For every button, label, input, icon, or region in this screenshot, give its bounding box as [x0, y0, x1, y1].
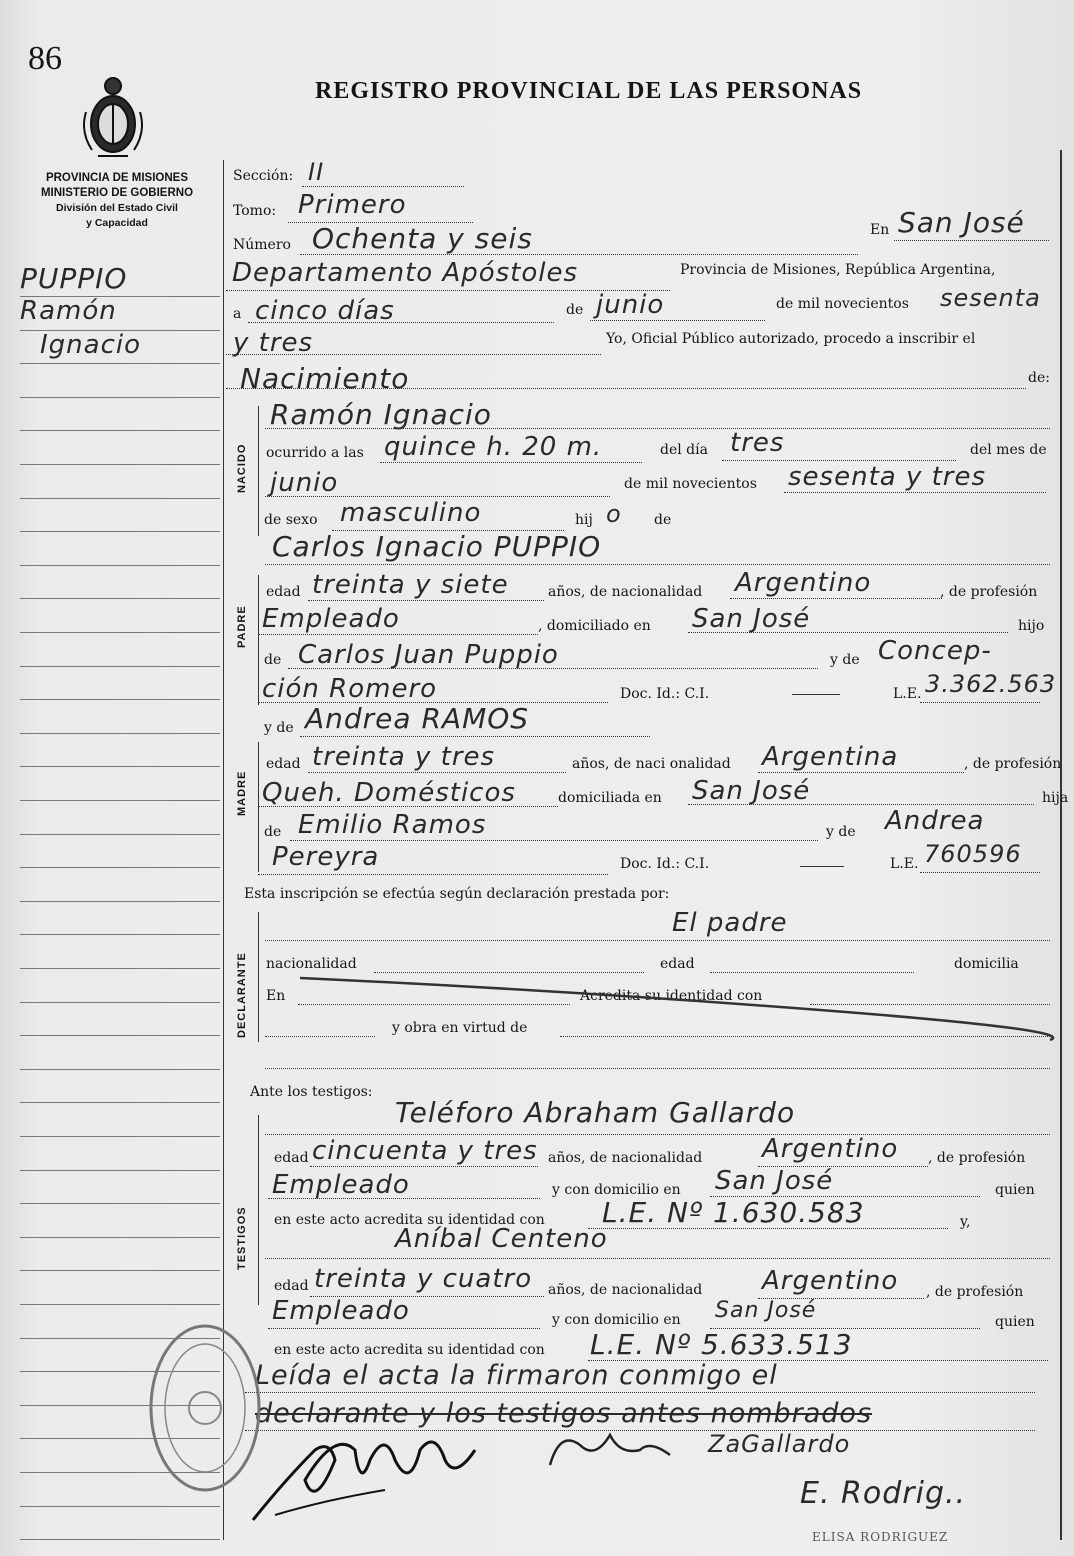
- testigo1-label-quien: quien: [995, 1182, 1035, 1198]
- label-declarante: DECLARANTE: [236, 952, 248, 1038]
- testigo2-label-acredita: en este acto acredita su identidad con: [274, 1342, 545, 1358]
- margin-rule: [20, 1304, 220, 1305]
- label-ocurrido: ocurrido a las: [266, 445, 364, 461]
- padre-madre-1: Concep-: [878, 636, 992, 666]
- testigo2-nacionalidad: Argentino: [762, 1266, 899, 1296]
- value-lugar: San José: [898, 206, 1025, 239]
- margin-given-name-2: Ignacio: [40, 330, 142, 360]
- testigo1-label-edad: edad: [274, 1150, 309, 1166]
- margin-rule: [20, 1069, 220, 1070]
- margin-rule: [20, 800, 220, 801]
- margin-rule: [20, 430, 220, 431]
- margin-rule: [20, 666, 220, 667]
- margin-rule: [20, 296, 220, 297]
- witness-signature-icon: [540, 1420, 680, 1480]
- label-de-mil: de mil novecientos: [776, 296, 909, 312]
- label-en: En: [870, 222, 890, 238]
- padre-label-profesion: , de profesión: [940, 584, 1038, 600]
- closing-line-2: declarante y los testigos antes nombrados: [255, 1398, 873, 1429]
- madre-label-hija: hija: [1042, 790, 1069, 806]
- margin-rule: [20, 834, 220, 835]
- label-numero: Número: [233, 237, 291, 253]
- label-de-sexo: de sexo: [264, 512, 318, 528]
- testigo1-label-nac: años, de nacionalidad: [548, 1150, 703, 1166]
- testigo1-label-y: y,: [960, 1214, 971, 1230]
- value-nombre: Ramón Ignacio: [270, 398, 492, 431]
- margin-rule: [20, 1136, 220, 1137]
- testigo2-label-edad: edad: [274, 1278, 309, 1294]
- madre-le: 760596: [924, 840, 1022, 868]
- padre-label-de: de: [264, 652, 282, 668]
- margin-rule: [20, 498, 220, 499]
- margin-given-name-1: Ramón: [20, 296, 117, 326]
- margin-rule: [20, 464, 220, 465]
- office-line-1: PROVINCIA DE MISIONES: [45, 172, 189, 184]
- padre-domicilio: San José: [692, 604, 811, 634]
- label-provincia: Provincia de Misiones, República Argentina,: [680, 262, 996, 278]
- value-dia: cinco días: [255, 296, 395, 326]
- madre-madre-2: Pereyra: [272, 842, 380, 872]
- label-tomo: Tomo:: [233, 203, 277, 219]
- margin-rule: [20, 598, 220, 599]
- value-anio-nac: sesenta y tres: [788, 462, 987, 492]
- testigo2-edad: treinta y cuatro: [314, 1264, 533, 1294]
- testigo1-label-domicilio: y con domicilio en: [552, 1182, 681, 1198]
- official-signature-text: E. Rodrig..: [800, 1476, 967, 1511]
- madre-label-y-de: y de: [264, 720, 294, 736]
- office-line-4: y Capacidad: [86, 217, 148, 229]
- value-sexo: masculino: [340, 498, 482, 528]
- margin-rule: [20, 1203, 220, 1204]
- office-line-3: División del Estado Civil: [56, 202, 178, 214]
- testigo1-nacionalidad: Argentino: [762, 1134, 899, 1164]
- cancel-stroke: [260, 970, 1060, 1050]
- madre-edad: treinta y tres: [312, 742, 496, 772]
- padre-edad: treinta y siete: [312, 570, 509, 600]
- madre-profesion: Queh. Domésticos: [262, 778, 516, 808]
- witness-signature-text: ZaGallardo: [708, 1430, 851, 1458]
- value-tomo: Primero: [298, 190, 407, 220]
- label-de-hij: de: [654, 512, 672, 528]
- label-padre: PADRE: [236, 605, 248, 648]
- madre-label-nac: años, de naci onalidad: [572, 756, 731, 772]
- value-hora: quince h. 20 m.: [384, 432, 603, 462]
- padre-profesion: Empleado: [262, 604, 400, 634]
- margin-rule: [20, 766, 220, 767]
- right-border: [1060, 150, 1062, 1540]
- label-del-dia: del día: [660, 442, 708, 458]
- label-inscripcion: Esta inscripción se efectúa según declaración prestada por:: [244, 886, 670, 902]
- margin-surname: PUPPIO: [20, 262, 128, 295]
- value-seccion: II: [308, 158, 325, 186]
- padre-nacionalidad: Argentino: [735, 568, 872, 598]
- madre-label-profesion: , de profesión: [964, 756, 1062, 772]
- value-mes: junio: [596, 290, 665, 320]
- margin-rule: [20, 531, 220, 532]
- padre-label-y-de: y de: [830, 652, 860, 668]
- madre-madre-1: Andrea: [885, 806, 985, 836]
- padre-label-le: L.E.: [893, 686, 922, 702]
- label-domicilia: domicilia: [954, 956, 1019, 972]
- coat-of-arms-icon: [78, 72, 148, 162]
- label-acredita: Acredita su identidad con: [580, 988, 763, 1004]
- label-yo: Yo, Oficial Público autorizado, procedo a inscribir el: [606, 331, 976, 347]
- madre-label-y-de: y de: [826, 824, 856, 840]
- label-testigos: TESTIGOS: [236, 1206, 248, 1270]
- label-a: a: [233, 306, 242, 322]
- testigos-border: [258, 1115, 259, 1305]
- padre-label-edad: edad: [266, 584, 301, 600]
- margin-rule: [20, 1035, 220, 1036]
- testigo2-domicilio: San José: [715, 1298, 817, 1323]
- value-anio-2: y tres: [233, 328, 314, 358]
- label-seccion: Sección:: [233, 168, 294, 184]
- madre-label-edad: edad: [266, 756, 301, 772]
- official-name-stamp: ELISA RODRIGUEZ: [812, 1530, 949, 1544]
- value-declarante: El padre: [672, 908, 788, 938]
- label-hij: hij: [575, 512, 593, 528]
- madre-domicilio: San José: [692, 776, 811, 806]
- testigo1-domicilio: San José: [715, 1166, 834, 1196]
- margin-rule: [20, 1102, 220, 1103]
- value-mes-nac: junio: [270, 468, 339, 498]
- office-line-2: MINISTERIO DE GOBIERNO: [40, 187, 194, 199]
- margin-rule: [20, 733, 220, 734]
- padre-label-doc: Doc. Id.: C.I.: [620, 686, 710, 702]
- document-title: REGISTRO PROVINCIAL DE LAS PERSONAS: [315, 78, 863, 104]
- closing-line-1: Leída el acta la firmaron conmigo el: [255, 1360, 778, 1391]
- testigo2-label-nac: años, de nacionalidad: [548, 1282, 703, 1298]
- value-departamento: Departamento Apóstoles: [232, 258, 579, 288]
- padre-label-hijo: hijo: [1018, 618, 1045, 634]
- page-number: 86: [28, 40, 62, 77]
- madre-label-le: L.E.: [890, 856, 919, 872]
- value-acto: Nacimiento: [240, 362, 410, 395]
- padre-label-domicilio: , domiciliado en: [538, 618, 651, 634]
- margin-rule: [20, 699, 220, 700]
- testigo1-nombre: Teléforo Abraham Gallardo: [395, 1096, 796, 1129]
- testigo2-label-domicilio: y con domicilio en: [552, 1312, 681, 1328]
- madre-border: [258, 742, 259, 872]
- padre-madre-2: ción Romero: [262, 674, 438, 704]
- testigo1-label-profesion: , de profesión: [928, 1150, 1026, 1166]
- margin-rule: [20, 397, 220, 398]
- padre-border: [258, 575, 259, 705]
- madre-label-de: de: [264, 824, 282, 840]
- label-del-mes: del mes de: [970, 442, 1047, 458]
- margin-rule: [20, 632, 220, 633]
- padre-nombre: Carlos Ignacio PUPPIO: [272, 530, 602, 563]
- testigo1-label-acredita: en este acto acredita su identidad con: [274, 1212, 545, 1228]
- testigo1-profesion: Empleado: [272, 1170, 410, 1200]
- testigo2-label-quien: quien: [995, 1314, 1035, 1330]
- padre-padre: Carlos Juan Puppio: [298, 640, 559, 670]
- margin-rule: [20, 1270, 220, 1271]
- testigo2-label-profesion: , de profesión: [926, 1284, 1024, 1300]
- margin-rule: [20, 934, 220, 935]
- declarant-signature-icon: [245, 1420, 485, 1530]
- padre-le: 3.362.563: [925, 670, 1057, 698]
- margin-rule: [20, 1170, 220, 1171]
- madre-padre: Emilio Ramos: [298, 810, 487, 840]
- testigo2-nombre: Aníbal Centeno: [395, 1224, 608, 1254]
- value-hij-suffix: o: [606, 500, 622, 528]
- testigo2-documento: L.E. Nº 5.633.513: [590, 1328, 853, 1361]
- madre-nombre: Andrea RAMOS: [305, 702, 530, 735]
- label-de-colon: de:: [1028, 370, 1050, 386]
- madre-nacionalidad: Argentina: [762, 742, 899, 772]
- value-anio-1: sesenta: [940, 284, 1041, 312]
- margin-rule: [20, 1506, 220, 1507]
- margin-rule: [20, 968, 220, 969]
- nacido-border: [258, 406, 259, 536]
- label-de-mil-nov: de mil novecientos: [624, 476, 757, 492]
- margin-rule: [20, 867, 220, 868]
- madre-label-doc: Doc. Id.: C.I.: [620, 856, 710, 872]
- testigo1-documento: L.E. Nº 1.630.583: [602, 1196, 865, 1229]
- label-nacido: NACIDO: [236, 443, 248, 493]
- label-en-declarante: En: [266, 988, 286, 1004]
- label-madre: MADRE: [236, 770, 248, 816]
- label-obra: y obra en virtud de: [392, 1020, 528, 1036]
- declarante-border: [258, 912, 259, 1042]
- margin-rule: [20, 565, 220, 566]
- office-block: [18, 172, 216, 229]
- value-numero: Ochenta y seis: [312, 222, 533, 255]
- label-de: de: [566, 302, 584, 318]
- margin-rule: [20, 363, 220, 364]
- label-ante: Ante los testigos:: [250, 1084, 373, 1100]
- testigo2-profesion: Empleado: [272, 1296, 410, 1326]
- margin-rule: [20, 1539, 220, 1540]
- margin-rule: [20, 901, 220, 902]
- margin-rule: [20, 330, 220, 331]
- testigo1-edad: cincuenta y tres: [312, 1136, 538, 1166]
- madre-label-domicilio: domiciliada en: [558, 790, 662, 806]
- value-dia-nac: tres: [730, 428, 785, 458]
- label-edad-declarante: edad: [660, 956, 695, 972]
- margin-rule: [20, 1237, 220, 1238]
- label-nacionalidad: nacionalidad: [266, 956, 357, 972]
- margin-rule: [20, 1002, 220, 1003]
- padre-label-nac: años, de nacionalidad: [548, 584, 703, 600]
